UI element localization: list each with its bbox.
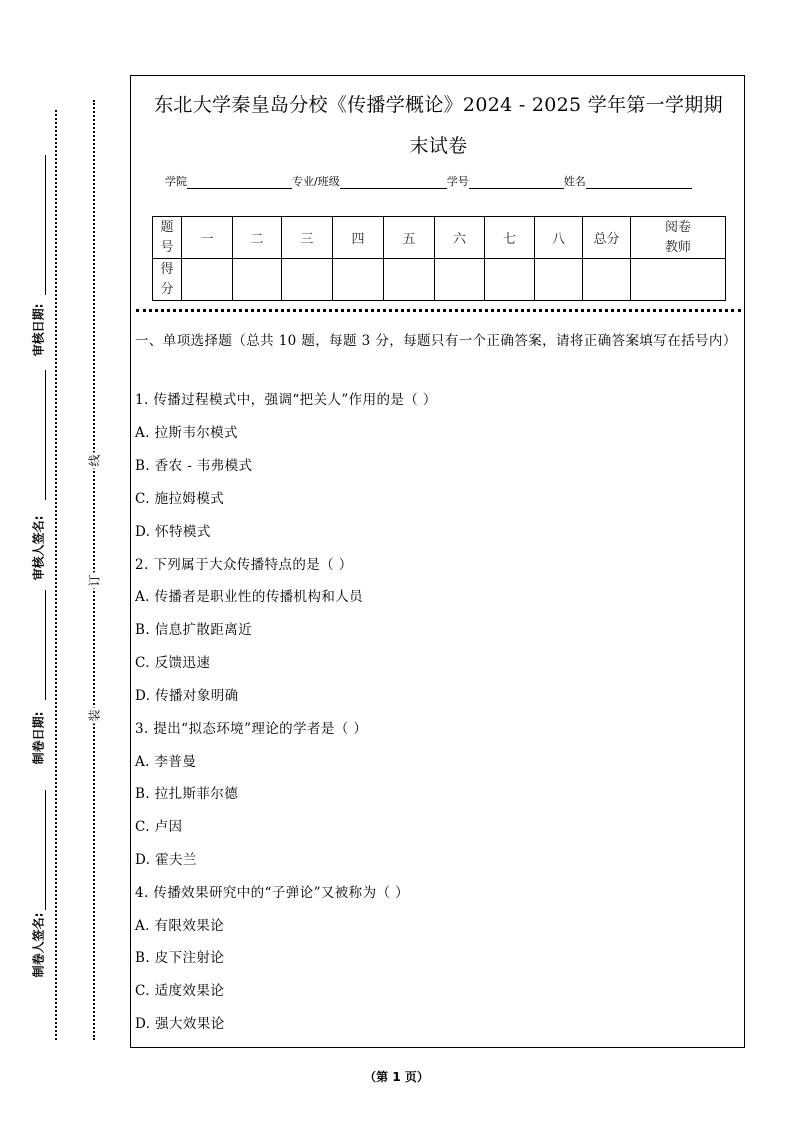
score-table-row1-header: 题号 [153,217,182,259]
score-col-5: 五 [384,217,435,259]
score-cell-total[interactable] [583,259,631,301]
question-1-option-c: C. 施拉姆模式 [135,491,225,507]
score-col-8: 八 [535,217,583,259]
score-col-2: 二 [233,217,282,259]
section1-title: 一、单项选择题（总共 10 题，每题 3 分，每题只有一个正确答案，请将正确答案填写在括号内） [135,333,737,349]
score-table [152,216,726,301]
college-field[interactable] [187,176,292,189]
question-2-option-c: C. 反馈迅速 [135,655,211,671]
question-3-stem: 3. 提出“拟态环境”理论的学者是（ ） [135,721,368,737]
question-3-option-a: A. 李普曼 [135,754,197,770]
bind-char-staple: 订 [87,574,102,587]
bind-char-bind: 装 [87,709,102,722]
score-col-4: 四 [333,217,384,259]
college-label: 学院 [165,175,187,188]
question-1-option-b: B. 香农 - 韦弗模式 [135,458,253,474]
score-cell-grader[interactable] [631,259,726,301]
score-cell-8[interactable] [535,259,583,301]
question-4-option-d: D. 强大效果论 [135,1016,225,1032]
score-cell-4[interactable] [333,259,384,301]
score-cell-5[interactable] [384,259,435,301]
reviewer-sign-line [45,370,46,500]
score-cell-2[interactable] [233,259,282,301]
student-id-field[interactable] [469,176,564,189]
question-3-option-d: D. 霍夫兰 [135,852,197,868]
bind-char-line: 线 [87,454,102,467]
question-3-option-b: B. 拉扎斯菲尔德 [135,786,239,802]
question-2-option-b: B. 信息扩散距离近 [135,622,253,638]
score-col-1: 一 [182,217,233,259]
score-cell-3[interactable] [282,259,333,301]
question-1-option-d: D. 怀特模式 [135,524,211,540]
question-2-stem: 2. 下列属于大众传播特点的是（ ） [135,557,353,573]
score-col-3: 三 [282,217,333,259]
name-field[interactable] [586,176,692,189]
score-table-row2-header: 得分 [153,259,182,301]
score-col-7: 七 [485,217,535,259]
score-col-total: 总分 [583,217,631,259]
question-1-stem: 1. 传播过程模式中，强调“把关人”作用的是（ ） [135,392,437,408]
question-4-option-b: B. 皮下注射论 [135,950,225,966]
student-info-row [165,173,692,189]
name-label: 姓名 [563,175,586,188]
binding-dotted-line-inner [55,110,57,1040]
score-cell-7[interactable] [485,259,535,301]
review-date-line [45,155,46,295]
binding-dotted-line-outer [93,100,95,1040]
make-date-line [45,590,46,700]
exam-frame [130,75,745,1048]
exam-title-line2: 末试卷 [409,135,468,157]
question-3-option-c: C. 卢因 [135,819,183,835]
maker-sign-line [45,790,46,910]
question-4-option-a: A. 有限效果论 [135,918,225,934]
question-2-option-a: A. 传播者是职业性的传播机构和人员 [135,589,364,605]
question-4-option-c: C. 适度效果论 [135,983,225,999]
page-number-footer: （第 1 页） [364,1070,429,1084]
question-4-stem: 4. 传播效果研究中的“子弹论”又被称为（ ） [135,885,409,901]
score-col-6: 六 [435,217,485,259]
question-1-option-a: A. 拉斯韦尔模式 [135,425,238,441]
score-cell-1[interactable] [182,259,233,301]
major-class-field[interactable] [340,176,447,189]
score-table-header-row [153,217,726,259]
exam-title-line1: 东北大学秦皇岛分校《传播学概论》2024 - 2025 学年第一学期期 [154,94,723,116]
score-cell-6[interactable] [435,259,485,301]
major-class-label: 专业/班级 [292,175,340,188]
score-col-grader: 阅卷教师 [631,217,726,259]
score-table-score-row [153,259,726,301]
student-id-label: 学号 [446,175,469,188]
question-2-option-d: D. 传播对象明确 [135,688,239,704]
dotted-separator [136,309,741,312]
